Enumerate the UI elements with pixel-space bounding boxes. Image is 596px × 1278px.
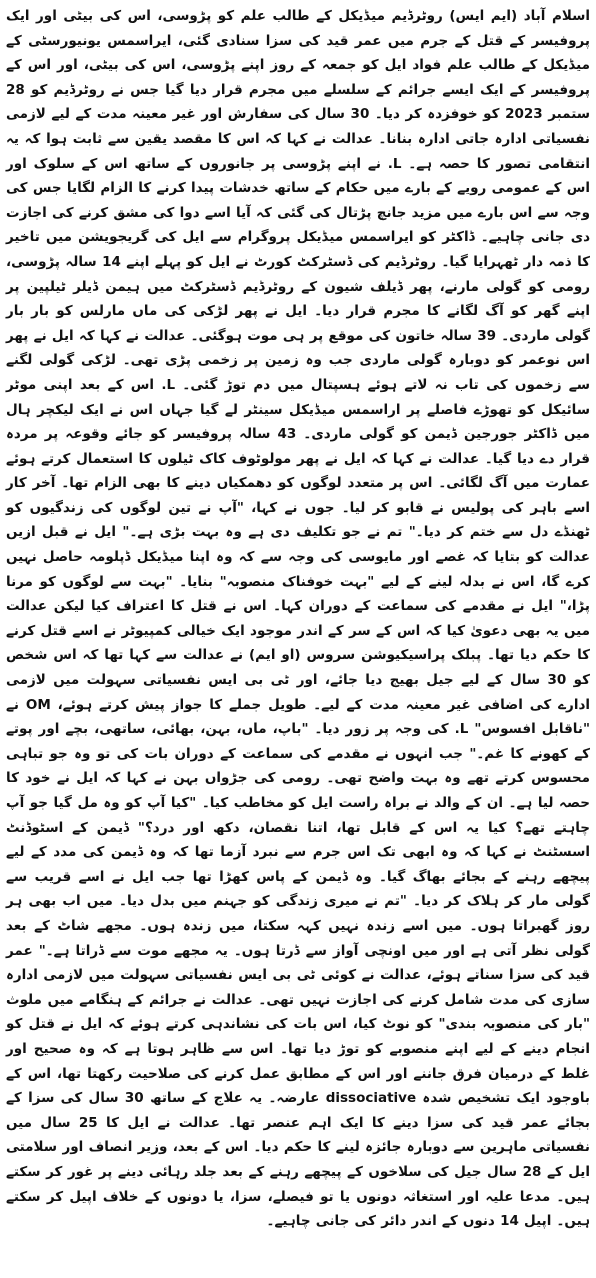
article-body-text: اسلام آباد (ایم ایس) روٹرڈیم میڈیکل کے طالب علم کو پڑوسی، اس کی بیٹی اور ایک پروفیسر کے قتل کے جرم میں عمر قید کی سزا سنادی گئی، ایراسمس یونیورسٹی کے میڈیکل کے طالب علم فواد ایل کو جمعہ کے روز اپنے پڑوسی، اس کی بیٹی، اور اس کے پروفیسر کے ایک ایسے جرائم کے سلسلے میں مجرم قرار دیا گیا جس نے روٹرڈیم کو 28 ستمبر 2023 کو خوفزدہ کر دیا۔ 30 سال کی سفارش اور غیر معینہ مدت کے لیے لازمی نفسیاتی ادارہ جاتی ادارہ بنانا۔ عدالت نے کہا کہ اس کا مقصد یقین سے ثابت ہوا کہ یہ انتقامی تصور کا حصہ ہے۔ L. نے اپنے پڑوسی پر جانوروں کے ساتھ اس کے سلوک اور اس کے عمومی رویے کے بارے میں حکام کے ساتھ خدشات پیدا کرنے کا الزام لگایا جس کی وجہ سے اس بارے میں مزید جانچ پڑتال کی گئی کہ آیا اسے دوا کی مشق کرنے کی اجازت دی جانی چاہیے۔ ڈاکٹر کو ایراسمس میڈیکل پروگرام سے ایل کی گریجویشن میں تاخیر کا ذمہ دار ٹھہرایا گیا۔ روٹرڈیم کی ڈسٹرکٹ کورٹ نے ایل کو پہلے اپنے 14 سالہ پڑوسی، رومی کو گولی مارنے، پھر ڈیلف شیون کے روٹرڈیم ڈسٹرکٹ میں ہیمن ڈیلر ٹیلپین پر اپنے گھر کو آگ لگانے کا مجرم قرار دیا۔ ایل نے پھر لڑکی کی ماں مارلس کو بار بار گولی ماردی۔ 39 سالہ خاتون کی موقع پر ہی موت ہوگئی۔ عدالت نے کہا کہ ایل نے پھر اس نوعمر کو دوبارہ گولی ماردی جب وہ زمین پر زخمی پڑی تھی۔ لڑکی گولی لگنے سے زخموں کی تاب نہ لاتے ہوئے ہسپتال میں دم توڑ گئی۔ L. اس کے بعد اپنی موٹر سائیکل کو تھوڑے فاصلے پر اراسمس میڈیکل سینٹر لے گیا جہاں اس نے ایک لیکچر ہال میں ڈاکٹر جورجین ڈیمن کو گولی ماردی۔ 43 سالہ پروفیسر کو جائے وقوعہ پر مردہ قرار دے دیا گیا۔ عدالت نے کہا کہ ایل نے پھر مولوٹوف کاک ٹیلوں کا استعمال کرتے ہوئے عمارت میں آگ لگائی۔ اس پر متعدد لوگوں کو دھمکیاں دینے کا بھی الزام تھا۔ آخر کار اسے باہر کی پولیس نے قابو کر لیا۔ جوں نے کہا، "آپ نے تین لوگوں کی زندگیوں کو ٹھنڈے دل سے ختم کر دیا۔" تم نے جو تکلیف دی ہے وہ بہت بڑی ہے۔" ایل نے قبل ازیں عدالت کو بتایا کہ غصے اور مایوسی کی وجہ سے کہ وہ اپنا میڈیکل ڈپلومہ حاصل نہیں کرے گا، اس نے بدلہ لینے کے لیے "بہت خوفناک منصوبہ" بنایا۔ "بہت سے لوگوں کو مرنا پڑا،" ایل نے مقدمے کی سماعت کے دوران کہا۔ اس نے قتل کا اعتراف کیا لیکن عدالت میں یہ بھی دعویٰ کیا کہ اس کے سر کے اندر موجود ایک خیالی کمپیوٹر نے اسے قتل کرنے کا حکم دیا تھا۔ پبلک پراسیکیوشن سروس (او ایم) نے عدالت سے کہا تھا کہ اس شخص کو 30 سال کے لیے جیل بھیج دیا جائے، اور ٹی بی ایس نفسیاتی سہولت میں لازمی ادارے کی اضافی غیر معینہ مدت کے لیے۔ طویل جملے کا جواز پیش کرتے ہوئے، OM نے "ناقابل افسوس" L. کی وجہ پر زور دیا۔ "باپ، ماں، بہن، بھائی، ساتھی، بچے اور پوتے کے کھونے کا غم۔" جب انہوں نے مقدمے کی سماعت کے دوران بات کی تو وہ جو تباہی محسوس کرتے تھے وہ بہت واضح تھی۔ رومی کی جڑواں بہن نے کہا کہ ایل نے خود کا حصہ لیا ہے۔ ان کے والد نے براہ راست ایل کو مخاطب کیا۔ "کیا آپ کو وہ مل گیا جو آپ چاہتے تھے؟ کیا یہ اس کے قابل تھا، اتنا نقصان، دکھ اور درد؟" ڈیمن کے اسٹوڈنٹ اسسٹنٹ نے کہا کہ وہ ابھی تک اس جرم سے نبرد آزما تھا کہ وہ ڈیمن کی مدد کے لیے پیچھے رہنے کے بجائے بھاگ گیا۔ وہ ڈیمن کے پاس کھڑا تھا جب ایل نے اسے قریب سے گولی مار کر ہلاک کر دیا۔ "تم نے میری زندگی کو جہنم میں بدل دیا۔ میں اب بھی ہر روز گھبراتا ہوں۔ میں اسے زندہ نہیں کہہ سکتا، میں زندہ ہوں۔ مجھے شاٹ کے بعد گولی نظر آتی ہے اور میں اونچی آواز سے ڈرتا ہوں۔ یہ مجھے موت سے ڈراتا ہے۔" عمر قید کی سزا سناتے ہوئے، عدالت نے کوئی ٹی بی ایس نفسیاتی سہولت میں لازمی ادارہ سازی کی مدت شامل کرنے کی اجازت نہیں تھی۔ عدالت نے جرائم کے ہنگامے میں ملوث "بار کی منصوبہ بندی" کو نوٹ کیا، اس بات کی نشاندہی کرتے ہوئے کہ ایل نے قتل کو انجام دینے کے لیے اپنے منصوبے کو توڑ دیا تھا۔ اس سے ظاہر ہوتا ہے کہ وہ صحیح اور غلط کے درمیان فرق جاننے اور اس کے مطابق عمل کرنے کی صلاحیت رکھتا تھا، اس کے باوجود ایک تشخیص شدہ dissociative عارضہ۔ یہ علاج کے ساتھ 30 سال کی سزا کے بجائے عمر قید کی سزا دینے کا ایک اہم عنصر تھا۔ عدالت نے ایل کا 25 سال میں نفسیاتی ماہرین سے دوبارہ جائزہ لینے کا حکم دیا۔ اس کے بعد، وزیر انصاف اور سلامتی ایل کے 28 سال جیل کی سلاخوں کے پیچھے رہنے کے بعد جلد رہائی دینے پر غور کر سکتے ہیں۔ مدعا علیہ اور استغاثہ دونوں یا تو فیصلے، سزا، یا دونوں کے خلاف اپیل کر سکتے ہیں۔ اپیل 14 دنوں کے اندر دائر کی جانی چاہیے۔ [6, 8, 591, 1230]
